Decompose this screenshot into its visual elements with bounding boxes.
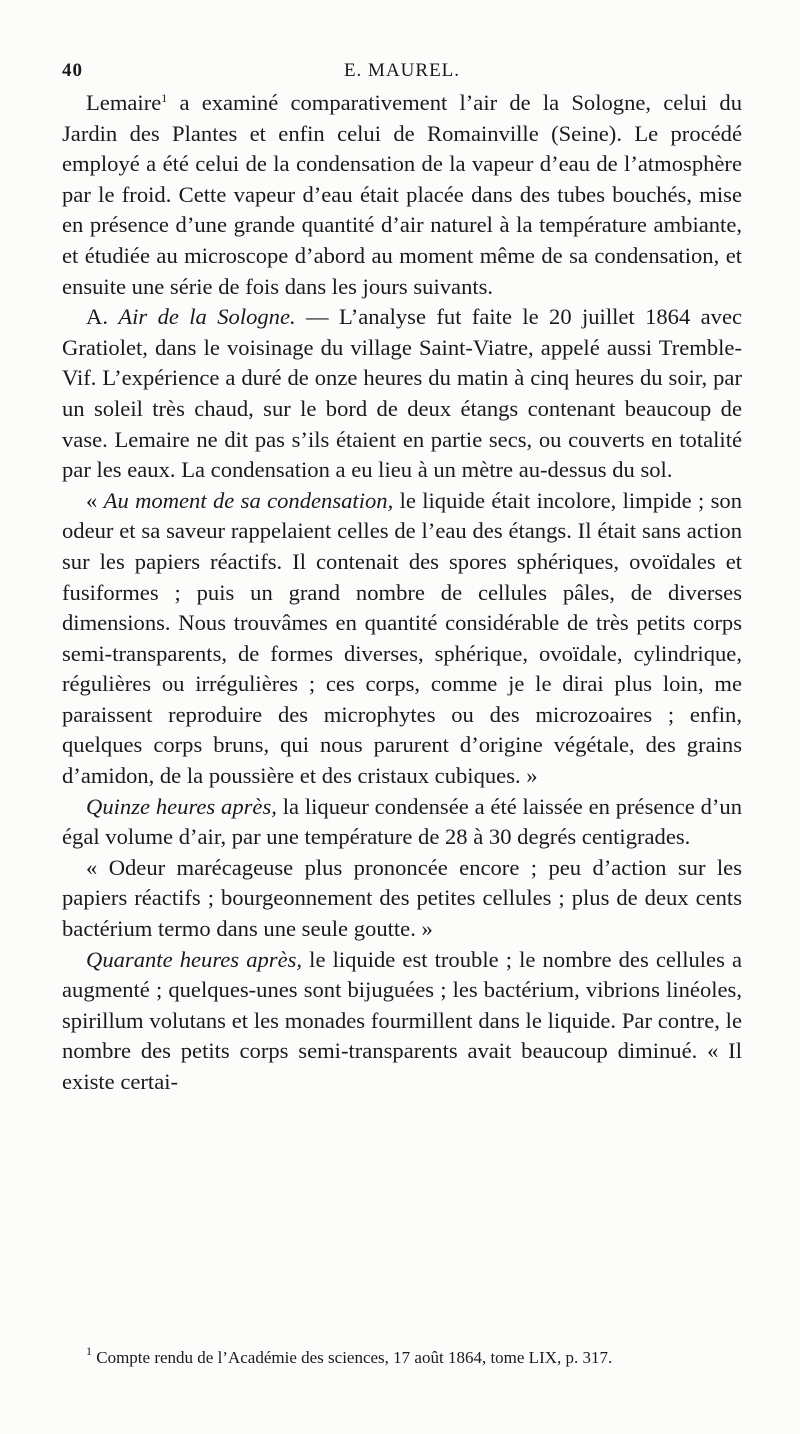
paragraph-lead: « xyxy=(86,487,104,513)
paragraph xyxy=(62,792,742,853)
italic-heading: Quinze heures après, xyxy=(86,793,277,819)
paragraph-text: — L’analyse fut faite le 20 juillet 1864 avec Gratiolet, dans le voisinage du village Saint-Viatre, appelé aussi Tremble-Vif. L’expérience a duré de onze heures du matin à cinq heures du soir, par un soleil très chaud, sur le bord de deux étangs contenant beaucoup de vase. Lemaire ne dit pas s’ils étaient en partie secs, ou couverts en totalité par les eaux. La condensation a eu lieu à un mètre au-dessus du sol. xyxy=(62,304,743,483)
paragraph-lead: A. xyxy=(86,304,119,330)
paragraph-text: « Odeur marécageuse plus prononcée encore ; peu d’action sur les papiers réactifs ; bourgeonnement des petites cellules ; plus de deux cents bactérium termo dans une seule goutte. » xyxy=(62,854,742,942)
footnote xyxy=(62,1344,742,1369)
paragraph xyxy=(62,853,742,945)
italic-heading: Air de la Sologne. xyxy=(118,304,296,330)
page-header xyxy=(62,60,742,88)
italic-heading: Au moment de sa condensation, xyxy=(103,487,394,513)
page-number: 40 xyxy=(62,60,83,81)
paragraph xyxy=(62,945,742,1098)
italic-heading: Quarante heures après, xyxy=(86,946,303,972)
paragraph-text: a examiné comparativement l’air de la Sologne, celui du Jardin des Plantes et enfin celui de Romainville (Seine). Le procédé employé a été celui de la condensation de la vapeur d’eau de l’atmosphère par le froid. Cette vapeur d’eau était placée dans des tubes bouchés, mise en présence d’une grande quantité d’air naturel à la température ambiante, et étudiée au microscope d’abord au moment même de sa condensation, et ensuite une série de fois dans les jours suivants. xyxy=(62,90,742,299)
body-text xyxy=(62,88,742,1098)
paragraph xyxy=(62,88,742,302)
running-title: E. MAUREL. xyxy=(343,60,461,81)
footnote-mark: 1 xyxy=(86,1344,92,1358)
paragraph-text: le liquide est trouble ; le nombre des cellules a augmenté ; quelques-unes sont bijuguées ; les bactérium, vibrions linéoles, spirillum volutans et les monades fourmillent dans le liquide. Par contre, le nombre des petits corps semi-transparents avait beaucoup diminué. « Il existe certai- xyxy=(62,946,742,1094)
paragraph xyxy=(62,486,742,792)
paragraph-text: la liqueur condensée a été laissée en présence d’un égal volume d’air, par une température de 28 à 30 degrés centigrades. xyxy=(62,793,742,850)
paragraph-text: le liquide était incolore, limpide ; son odeur et sa saveur rappelaient celles de l’eau des étangs. Il était sans action sur les papiers réactifs. Il contenait des spores sphériques, ovoïdales et fusiformes ; puis un grand nombre de cellules pâles, de diverses dimensions. Nous trouvâmes en quantité considérable de très petits corps semi-transparents, de formes diverses, sphérique, ovoïdale, cylindrique, régulières ou irrégulières ; ces corps, comme je le dirai plus loin, me paraissent reproduire des microphytes ou des microzoaires ; enfin, quelques corps bruns, qui nous parurent d’origine végétale, des grains d’amidon, de la poussière et des cristaux cubiques. » xyxy=(62,487,742,789)
footnote-text: Compte rendu de l’Académie des sciences, 17 août 1864, tome LIX, p. 317. xyxy=(92,1348,613,1367)
paragraph-lead: Lemaire xyxy=(86,90,162,115)
footnote-reference: 1 xyxy=(161,91,168,105)
paragraph xyxy=(62,302,742,486)
